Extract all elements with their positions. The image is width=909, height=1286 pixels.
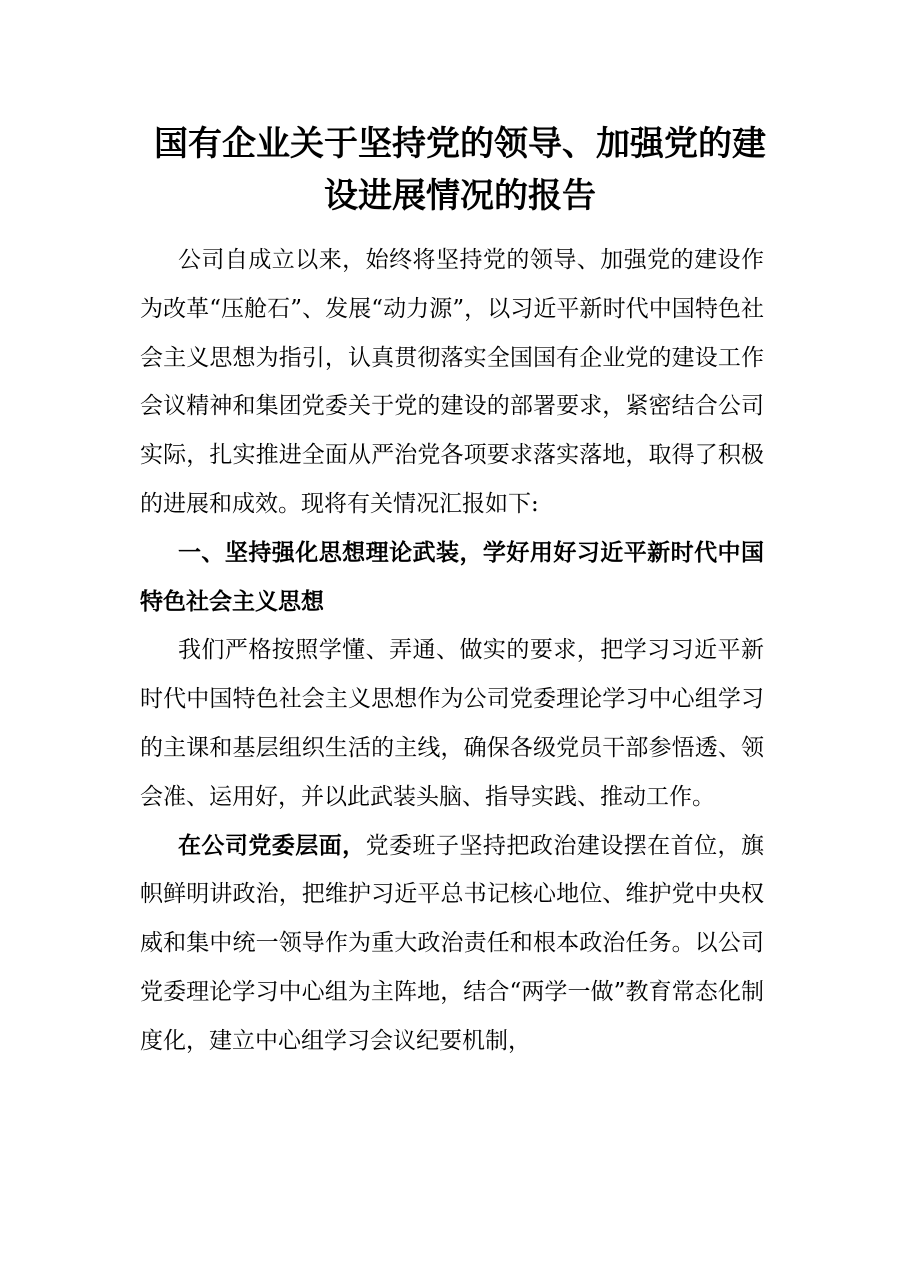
- intro-paragraph: 公司自成立以来，始终将坚持党的领导、加强党的建设作为改革“压舱石”、发展“动力源”，以习近平新时代中国特色社会主义思想为指引，认真贯彻落实全国国有企业党的建设工作会议精神和集团党委关于党的建设的部署要求，紧密结合公司实际，扎实推进全面从严治党各项要求落实落地，取得了积极的进展和成效。现将有关情况汇报如下:: [140, 247, 764, 517]
- paragraph-body-text: 党委班子坚持把政治建设摆在首位，旗帜鲜明讲政治，把维护习近平总书记核心地位、维护党中央权威和集中统一领导作为重大政治责任和根本政治任务。以公司党委理论学习中心组为主阵地，结合“两学一做”教育常态化制度化，建立中心组学习会议纪要机制，: [140, 832, 764, 1054]
- section-1-paragraph-2: [140, 822, 764, 1066]
- document-body: [140, 236, 764, 1066]
- paragraph-lead-text: 在公司党委层面，: [177, 831, 366, 859]
- section-heading-1: 一、坚持强化思想理论武装，学好用好习近平新时代中国特色社会主义思想: [140, 538, 764, 615]
- document-title: 国有企业关于坚持党的领导、加强党的建设进展情况的报告: [154, 124, 766, 216]
- section-1-paragraph-1: 我们严格按照学懂、弄通、做实的要求，把学习习近平新时代中国特色社会主义思想作为公司党委理论学习中心组学习的主课和基层组织生活的主线，确保各级党员干部参悟透、领会准、运用好，并以此武装头脑、指导实践、推动工作。: [140, 637, 764, 810]
